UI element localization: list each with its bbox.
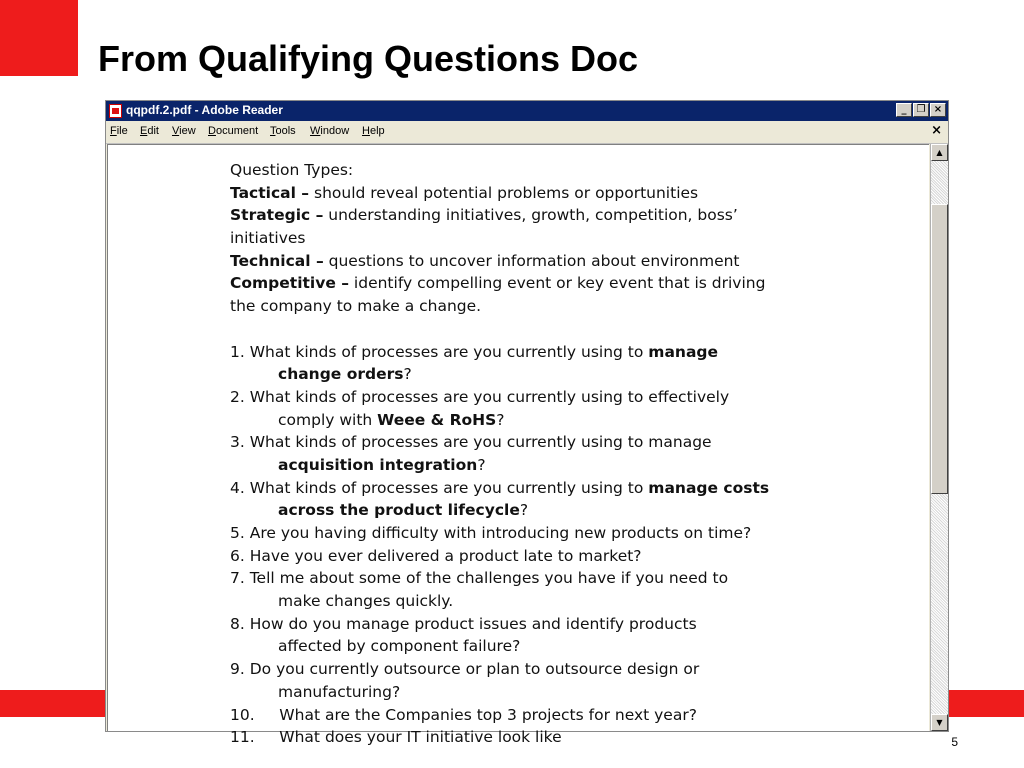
menu-edit[interactable]: Edit xyxy=(140,125,159,137)
question-11-partial: 11. What does your IT initiative look like xyxy=(230,728,562,747)
question-2: 2. What kinds of processes are you currently using to effectively xyxy=(230,387,730,406)
adobe-reader-window xyxy=(105,100,949,747)
window-titlebar[interactable] xyxy=(106,101,948,121)
question-1: 1. What kinds of processes are you currently using to manage xyxy=(230,342,719,361)
type-competitive-cont: the company to make a change. xyxy=(230,297,482,316)
spacer xyxy=(230,318,830,341)
question-8-cont: affected by component failure? xyxy=(278,637,521,656)
question-6: 6. Have you ever delivered a product late to market? xyxy=(230,546,642,565)
question-4: 4. What kinds of processes are you currently using to manage costs xyxy=(230,478,770,497)
scroll-thumb[interactable] xyxy=(931,204,948,494)
vertical-scrollbar[interactable] xyxy=(930,144,948,731)
type-competitive: Competitive – identify compelling event or key event that is driving xyxy=(230,274,766,293)
type-technical: Technical – questions to uncover information about environment xyxy=(230,251,740,270)
question-7: 7. Tell me about some of the challenges you have if you need to xyxy=(230,569,729,588)
question-9: 9. Do you currently outsource or plan to outsource design or xyxy=(230,660,700,679)
question-7-cont: make changes quickly. xyxy=(278,592,454,611)
restore-button[interactable]: ❐ xyxy=(913,103,929,117)
slide-page-number: 5 xyxy=(951,735,958,749)
menu-window[interactable]: Window xyxy=(310,125,350,137)
window-title: qqpdf.2.pdf - Adobe Reader xyxy=(126,103,283,117)
slide-title: From Qualifying Questions Doc xyxy=(98,38,639,79)
scroll-down-icon[interactable]: ▼ xyxy=(931,714,948,731)
close-document-icon[interactable]: × xyxy=(931,123,942,138)
menu-document[interactable]: Document xyxy=(208,125,259,137)
window-controls xyxy=(895,103,946,117)
menu-view[interactable]: View xyxy=(172,125,196,137)
question-5: 5. Are you having difficulty with introducing new products on time? xyxy=(230,524,752,542)
scroll-up-icon[interactable]: ▲ xyxy=(931,144,948,161)
menubar xyxy=(106,121,948,144)
question-9-cont: manufacturing? xyxy=(278,682,401,701)
question-3: 3. What kinds of processes are you currently using to manage xyxy=(230,433,712,452)
type-strategic-cont: initiatives xyxy=(230,229,306,248)
question-2-cont: comply with Weee & RoHS? xyxy=(278,410,505,429)
type-tactical: Tactical – should reveal potential problems or opportunities xyxy=(230,183,699,202)
document-view[interactable] xyxy=(107,144,929,747)
menu-help[interactable]: Help xyxy=(362,125,385,137)
menu-tools[interactable]: Tools xyxy=(270,125,296,137)
menu-file[interactable]: File xyxy=(110,125,128,137)
question-types-heading: Question Types: xyxy=(230,161,354,179)
question-1-cont: change orders? xyxy=(278,365,412,384)
minimize-button[interactable]: _ xyxy=(896,103,912,117)
slide-accent-square xyxy=(0,0,78,76)
document-text xyxy=(230,159,830,749)
question-4-cont: across the product lifecycle? xyxy=(278,501,529,520)
question-10: 10. What are the Companies top 3 projects for next year? xyxy=(230,705,697,724)
question-8: 8. How do you manage product issues and identify products xyxy=(230,614,697,633)
type-strategic: Strategic – understanding initiatives, growth, competition, boss’ xyxy=(230,206,738,225)
adobe-pdf-icon[interactable] xyxy=(109,104,122,118)
question-3-cont: acquisition integration? xyxy=(278,455,486,474)
close-button[interactable]: × xyxy=(930,103,946,117)
